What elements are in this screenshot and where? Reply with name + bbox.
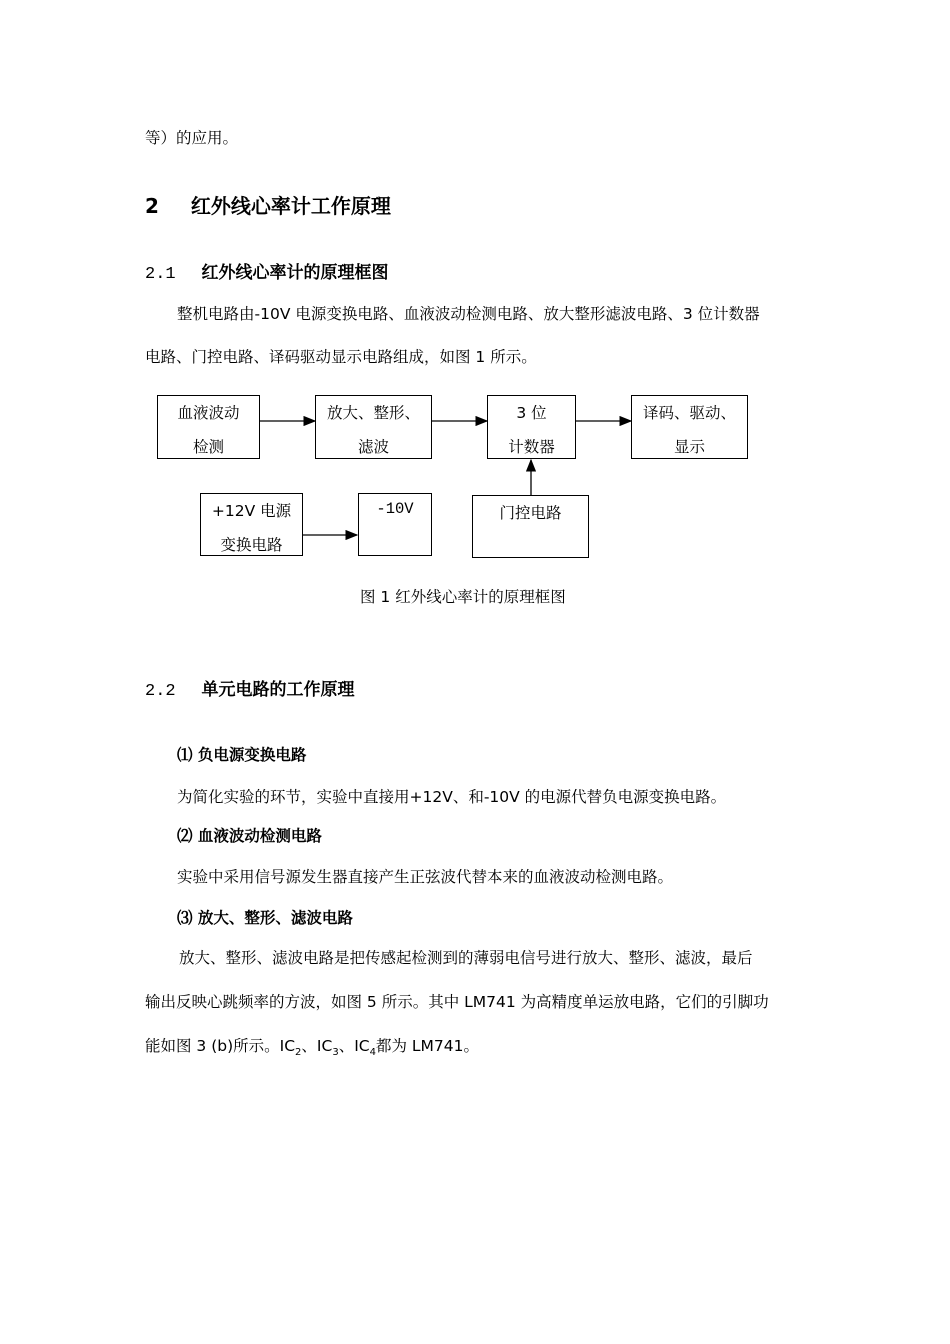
section-2-1-number: 2.1 <box>145 265 176 284</box>
item-2-title: 血液波动检测电路 <box>197 827 322 845</box>
section-2-number: 2 <box>145 194 159 218</box>
item-3-line2: 输出反映心跳频率的方波，如图 5 所示。其中 LM741 为高精度单运放电路，它们的引脚功 <box>145 993 769 1011</box>
box-gate-circuit <box>472 495 589 558</box>
box-blood-line2: 检测 <box>192 438 224 456</box>
ic3-subscript: 3 <box>332 1047 339 1059</box>
item-1-title: 负电源变换电路 <box>197 746 307 764</box>
box-neg10-line1: -10V <box>376 500 414 518</box>
ic4-subscript: 4 <box>369 1047 376 1059</box>
item-3-marker: ⑶ <box>177 909 193 927</box>
box-12v-power <box>200 493 303 556</box>
box-counter-line1: 3 位 <box>516 404 547 422</box>
box-3digit-counter <box>487 395 576 459</box>
section-2-1-title: 红外线心率计的原理框图 <box>201 263 389 283</box>
section-2-2-number: 2.2 <box>145 682 176 701</box>
box-decode-display <box>631 395 748 459</box>
section-2-title: 红外线心率计工作原理 <box>190 194 391 218</box>
section-2-1-para-line2: 电路、门控电路、译码驱动显示电路组成，如图 1 所示。 <box>145 348 537 366</box>
section-2-1-para-line1: 整机电路由-10V 电源变换电路、血液波动检测电路、放大整形滤波电路、3 位计数器 <box>177 305 760 323</box>
item-3-line3-b: 都为 LM741。 <box>375 1037 480 1055</box>
item-2-heading <box>177 824 322 846</box>
box-power-line1: +12V 电源 <box>211 502 292 520</box>
figure-1-caption: 图 1 红外线心率计的原理框图 <box>360 588 566 606</box>
box-neg-10v <box>358 493 432 556</box>
intro-tail: 等）的应用。 <box>145 129 239 147</box>
item-3-title: 放大、整形、滤波电路 <box>197 909 353 927</box>
section-2-2-heading <box>145 675 354 701</box>
item-3-heading <box>177 906 353 928</box>
box-amplify-filter <box>315 395 432 459</box>
item-1-heading <box>177 743 306 765</box>
item-3-sep2: 、IC <box>338 1037 370 1055</box>
box-counter-line2: 计数器 <box>508 438 555 456</box>
box-amp-line1: 放大、整形、 <box>326 404 420 422</box>
item-1-marker: ⑴ <box>177 746 193 764</box>
item-1-text: 为简化实验的环节，实验中直接用+12V、和-10V 的电源代替负电源变换电路。 <box>177 788 727 806</box>
section-2-2-title: 单元电路的工作原理 <box>201 680 355 700</box>
box-blood-detection <box>157 395 260 459</box>
item-2-marker: ⑵ <box>177 827 193 845</box>
box-blood-line1: 血液波动 <box>177 404 240 422</box>
box-power-line2: 变换电路 <box>220 536 283 554</box>
item-3-line3 <box>145 1034 479 1058</box>
ic2-subscript: 2 <box>295 1047 302 1059</box>
box-decode-line2: 显示 <box>673 438 705 456</box>
item-3-line1: 放大、整形、滤波电路是把传感起检测到的薄弱电信号进行放大、整形、滤波，最后 <box>179 949 753 967</box>
item-2-text: 实验中采用信号源发生器直接产生正弦波代替本来的血液波动检测电路。 <box>177 868 674 886</box>
box-decode-line1: 译码、驱动、 <box>642 404 736 422</box>
item-3-line3-a: 能如图 3 (b)所示。IC <box>145 1037 296 1055</box>
box-amp-line2: 滤波 <box>357 438 389 456</box>
item-3-sep1: 、IC <box>301 1037 333 1055</box>
box-gate-line1: 门控电路 <box>499 504 562 522</box>
